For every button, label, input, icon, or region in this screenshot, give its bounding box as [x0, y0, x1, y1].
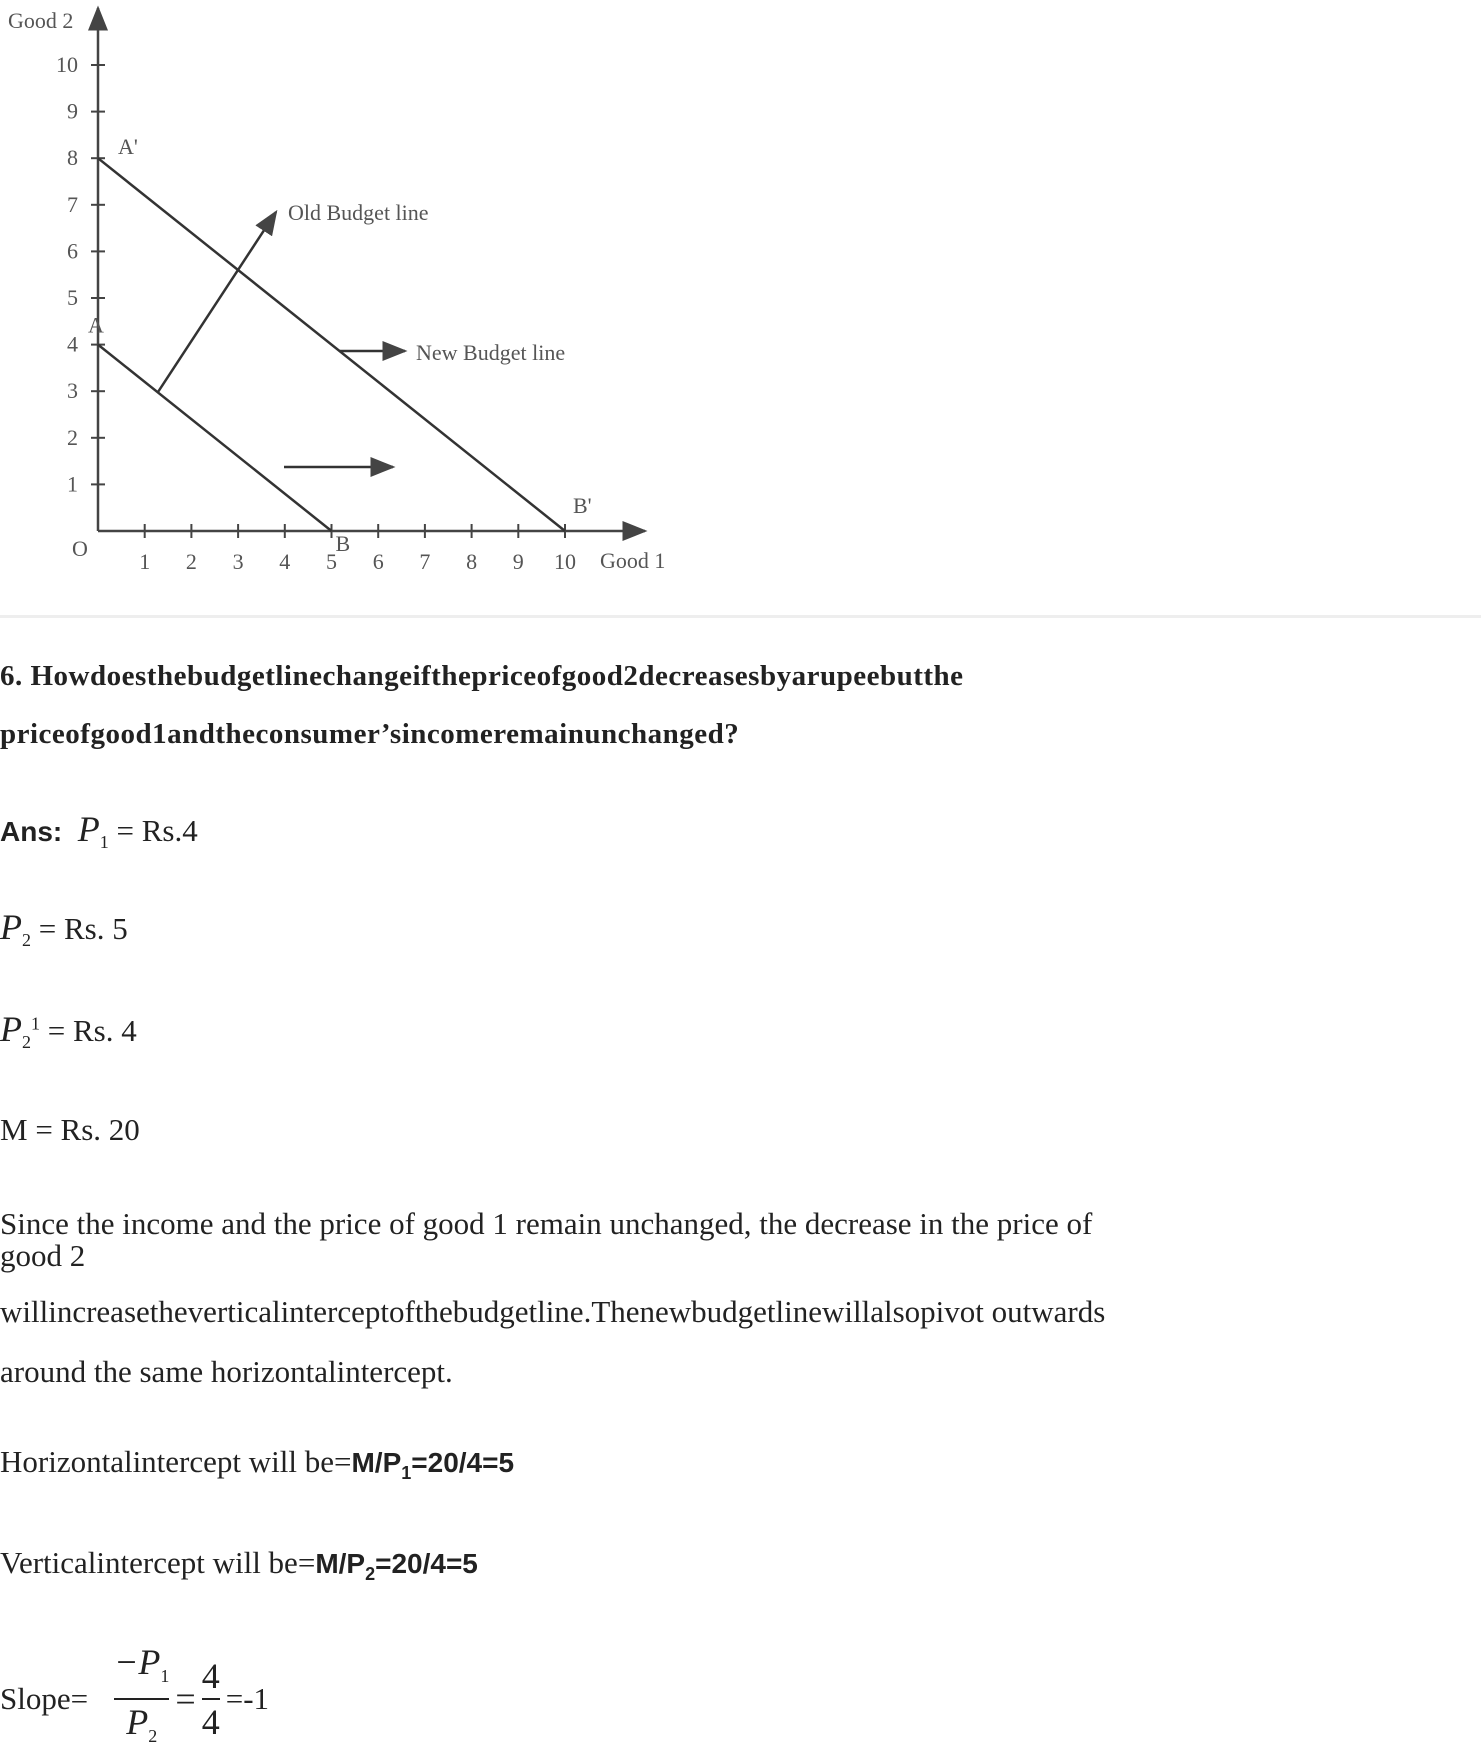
x-tick-label: 8 [466, 549, 478, 574]
y-tick-label: 7 [67, 191, 78, 217]
horizontal-intercept [0, 1444, 514, 1484]
x-tick-label: 3 [232, 549, 244, 574]
question-line-2: priceofgood1andtheconsumer’sincomeremainunchanged? [0, 718, 740, 750]
point-label: A' [118, 134, 138, 160]
formula-sub: 1 [401, 1463, 412, 1484]
p2-new-value: = Rs. 4 [47, 1013, 137, 1048]
p2-value: = Rs. 5 [38, 911, 128, 946]
y-tick-label: 9 [67, 98, 78, 124]
para1b: good 2 [0, 1238, 86, 1273]
point-label: B [335, 531, 351, 556]
x-tick-label: 6 [372, 549, 384, 574]
y-tick-label: 6 [67, 238, 78, 264]
y-axis-label: Good 2 [8, 8, 74, 33]
numerator: −P [114, 1642, 161, 1682]
denominator: P [126, 1702, 149, 1743]
para3: around the same horizontalintercept. [0, 1354, 453, 1389]
numerator-sub: 1 [160, 1666, 170, 1687]
x-tick-label: 7 [419, 549, 431, 574]
p-symbol: P [77, 809, 100, 849]
slope-fraction [114, 1640, 169, 1758]
y-tick-label: 1 [67, 471, 78, 497]
slope-line [0, 1640, 269, 1758]
para2: willincreasetheverticalinterceptofthebudgetline.Thenewbudgetlinewillalsopivot outwards [0, 1294, 1106, 1329]
p-symbol: P [0, 1009, 22, 1049]
old-budget-annotation: Old Budget line [288, 200, 429, 225]
x-tick-label: 1 [139, 549, 151, 574]
para1: Since the income and the price of good 1 remain unchanged, the decrease in the price of [0, 1206, 1093, 1241]
denominator-sub: 2 [148, 1726, 158, 1747]
formula: M/P [351, 1447, 402, 1478]
slope-result: =-1 [225, 1681, 270, 1717]
p1-value: = Rs.4 [116, 813, 198, 848]
p-symbol: P [0, 907, 22, 947]
origin-label: O [72, 536, 88, 561]
formula: M/P [315, 1548, 366, 1579]
p-sup: 1 [31, 1013, 40, 1034]
equals: = [175, 1679, 196, 1720]
old-budget-pointer-arrow [158, 212, 276, 392]
y-tick-label: 3 [67, 378, 78, 404]
y-tick-label: 2 [67, 424, 78, 450]
y-tick-label: 10 [56, 52, 78, 77]
label: Verticalintercept will be= [0, 1545, 316, 1580]
income-line: M = Rs. 20 [0, 1112, 140, 1147]
denominator: 4 [201, 1702, 220, 1743]
x-tick-label: 4 [279, 549, 291, 574]
label: Horizontalintercept will be= [0, 1444, 352, 1479]
y-tick-label: 5 [67, 285, 78, 310]
x-tick-label: 2 [185, 549, 197, 574]
numeric-fraction [202, 1654, 220, 1744]
p2-line [0, 906, 128, 951]
p-sub: 1 [99, 832, 109, 853]
y-tick-label: 8 [67, 145, 78, 171]
formula-result: =20/4=5 [375, 1548, 478, 1579]
slope-label: Slope= [0, 1681, 89, 1717]
ans-label: Ans: [0, 816, 63, 847]
x-tick-label: 5 [326, 549, 337, 574]
budget-line-chart [0, 0, 700, 600]
new-budget-annotation: New Budget line [416, 340, 566, 365]
p-sub: 2 [22, 1032, 31, 1053]
divider [0, 615, 1481, 618]
vertical-intercept [0, 1545, 478, 1585]
x-tick-label: 9 [512, 549, 524, 574]
point-label: B' [573, 493, 592, 518]
point-label: A [88, 312, 104, 338]
x-tick-label: 10 [554, 549, 576, 574]
x-axis-label: Good 1 [600, 548, 666, 573]
numerator: 4 [202, 1654, 220, 1700]
question-line-1: 6. Howdoesthebudgetlinechangeifthepriceofgood2decreasesbyarupeebutthe [0, 660, 964, 692]
y-tick-label: 4 [67, 331, 78, 357]
budget-line-old [98, 345, 332, 531]
formula-result: =20/4=5 [411, 1447, 515, 1478]
p2-new-line [0, 1008, 137, 1053]
p1-line [0, 808, 198, 853]
formula-sub: 2 [365, 1564, 376, 1585]
p-sub: 2 [22, 930, 31, 951]
